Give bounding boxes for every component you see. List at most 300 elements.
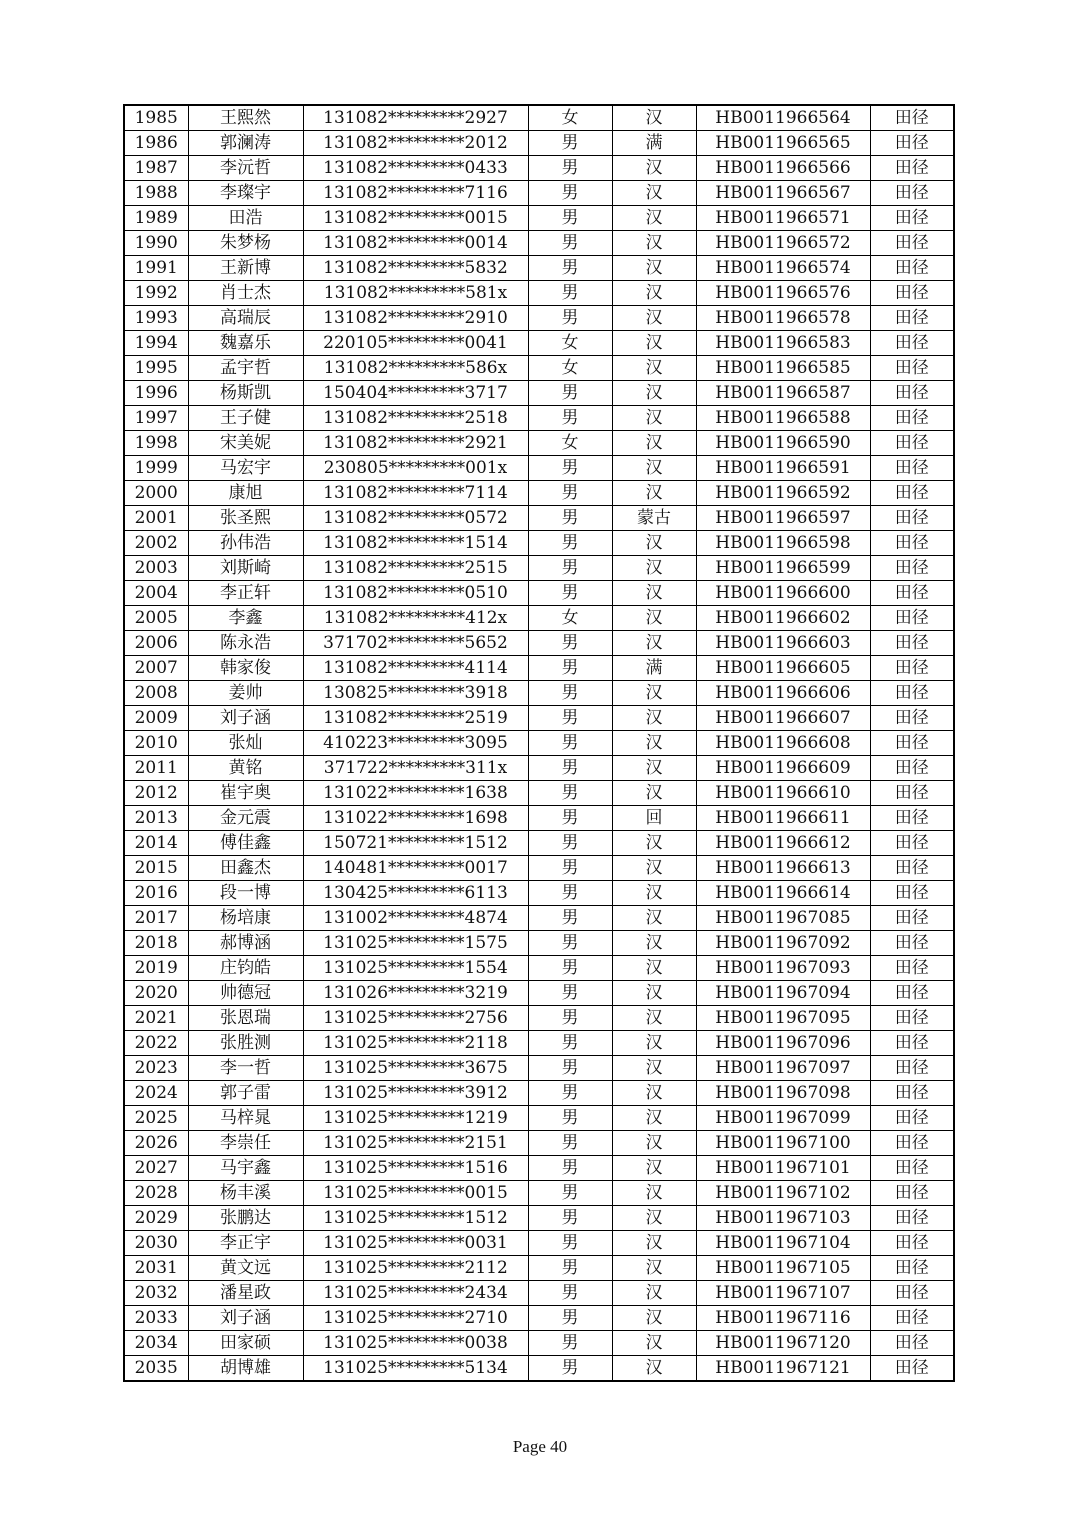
id-number-cell: 131082*********586x: [303, 356, 528, 381]
sport-cell: 田径: [870, 1006, 954, 1031]
table-row: [124, 456, 954, 481]
sport-cell: 田径: [870, 1231, 954, 1256]
ethnicity-cell: 汉: [612, 1006, 696, 1031]
table-row: [124, 1031, 954, 1056]
gender-cell: 男: [528, 631, 612, 656]
sport-cell: 田径: [870, 631, 954, 656]
seq-cell: 2016: [124, 881, 188, 906]
ethnicity-cell: 汉: [612, 956, 696, 981]
ethnicity-cell: 汉: [612, 1281, 696, 1306]
name-cell: 孙伟浩: [188, 531, 303, 556]
name-cell: 胡博雄: [188, 1356, 303, 1382]
ethnicity-cell: 汉: [612, 1081, 696, 1106]
ethnicity-cell: 汉: [612, 456, 696, 481]
gender-cell: 女: [528, 105, 612, 131]
registration-no-cell: HB0011966606: [696, 681, 870, 706]
id-number-cell: 131082*********4114: [303, 656, 528, 681]
sport-cell: 田径: [870, 931, 954, 956]
table-row: [124, 606, 954, 631]
gender-cell: 男: [528, 831, 612, 856]
sport-cell: 田径: [870, 431, 954, 456]
registration-no-cell: HB0011967096: [696, 1031, 870, 1056]
gender-cell: 男: [528, 231, 612, 256]
table-row: [124, 681, 954, 706]
name-cell: 李正轩: [188, 581, 303, 606]
ethnicity-cell: 汉: [612, 831, 696, 856]
id-number-cell: 131082*********2910: [303, 306, 528, 331]
registration-no-cell: HB0011967120: [696, 1331, 870, 1356]
table-row: [124, 531, 954, 556]
name-cell: 宋美妮: [188, 431, 303, 456]
name-cell: 高瑞辰: [188, 306, 303, 331]
gender-cell: 男: [528, 1256, 612, 1281]
gender-cell: 男: [528, 781, 612, 806]
name-cell: 张恩瑞: [188, 1006, 303, 1031]
ethnicity-cell: 汉: [612, 631, 696, 656]
seq-cell: 2005: [124, 606, 188, 631]
ethnicity-cell: 汉: [612, 606, 696, 631]
registration-no-cell: HB0011967102: [696, 1181, 870, 1206]
registration-no-cell: HB0011966592: [696, 481, 870, 506]
name-cell: 王子健: [188, 406, 303, 431]
seq-cell: 1999: [124, 456, 188, 481]
gender-cell: 男: [528, 656, 612, 681]
name-cell: 韩家俊: [188, 656, 303, 681]
gender-cell: 女: [528, 331, 612, 356]
seq-cell: 1994: [124, 331, 188, 356]
sport-cell: 田径: [870, 1106, 954, 1131]
table-row: [124, 506, 954, 531]
gender-cell: 男: [528, 1106, 612, 1131]
sport-cell: 田径: [870, 556, 954, 581]
sport-cell: 田径: [870, 881, 954, 906]
sport-cell: 田径: [870, 981, 954, 1006]
registration-no-cell: HB0011966602: [696, 606, 870, 631]
gender-cell: 男: [528, 706, 612, 731]
gender-cell: 男: [528, 981, 612, 1006]
ethnicity-cell: 汉: [612, 1106, 696, 1131]
name-cell: 黄文远: [188, 1256, 303, 1281]
id-number-cell: 131025*********3675: [303, 1056, 528, 1081]
id-number-cell: 131082*********0014: [303, 231, 528, 256]
gender-cell: 女: [528, 356, 612, 381]
table-row: [124, 981, 954, 1006]
seq-cell: 2008: [124, 681, 188, 706]
sport-cell: 田径: [870, 1281, 954, 1306]
name-cell: 王新博: [188, 256, 303, 281]
sport-cell: 田径: [870, 281, 954, 306]
table-row: [124, 1256, 954, 1281]
gender-cell: 女: [528, 431, 612, 456]
seq-cell: 2006: [124, 631, 188, 656]
id-number-cell: 131082*********1514: [303, 531, 528, 556]
name-cell: 傅佳鑫: [188, 831, 303, 856]
seq-cell: 2031: [124, 1256, 188, 1281]
gender-cell: 男: [528, 731, 612, 756]
sport-cell: 田径: [870, 581, 954, 606]
ethnicity-cell: 汉: [612, 706, 696, 731]
table-row: [124, 756, 954, 781]
sport-cell: 田径: [870, 956, 954, 981]
ethnicity-cell: 满: [612, 131, 696, 156]
id-number-cell: 131025*********1512: [303, 1206, 528, 1231]
seq-cell: 2007: [124, 656, 188, 681]
ethnicity-cell: 汉: [612, 1156, 696, 1181]
name-cell: 马宏宇: [188, 456, 303, 481]
gender-cell: 男: [528, 581, 612, 606]
id-number-cell: 131082*********5832: [303, 256, 528, 281]
gender-cell: 男: [528, 1056, 612, 1081]
sport-cell: 田径: [870, 105, 954, 131]
roster-body: [124, 105, 954, 1381]
registration-no-cell: HB0011967105: [696, 1256, 870, 1281]
id-number-cell: 131025*********2112: [303, 1256, 528, 1281]
seq-cell: 2012: [124, 781, 188, 806]
sport-cell: 田径: [870, 1331, 954, 1356]
ethnicity-cell: 汉: [612, 981, 696, 1006]
table-row: [124, 1331, 954, 1356]
name-cell: 庄钧皓: [188, 956, 303, 981]
registration-no-cell: HB0011966603: [696, 631, 870, 656]
table-row: [124, 1056, 954, 1081]
gender-cell: 男: [528, 856, 612, 881]
name-cell: 段一博: [188, 881, 303, 906]
sport-cell: 田径: [870, 1056, 954, 1081]
name-cell: 帅德冠: [188, 981, 303, 1006]
sport-cell: 田径: [870, 606, 954, 631]
id-number-cell: 131025*********1554: [303, 956, 528, 981]
seq-cell: 1985: [124, 105, 188, 131]
ethnicity-cell: 汉: [612, 756, 696, 781]
id-number-cell: 131025*********0038: [303, 1331, 528, 1356]
table-row: [124, 1131, 954, 1156]
id-number-cell: 131082*********2927: [303, 105, 528, 131]
name-cell: 杨培康: [188, 906, 303, 931]
registration-no-cell: HB0011967093: [696, 956, 870, 981]
seq-cell: 2002: [124, 531, 188, 556]
table-row: [124, 881, 954, 906]
gender-cell: 男: [528, 1031, 612, 1056]
name-cell: 田浩: [188, 206, 303, 231]
name-cell: 李正宇: [188, 1231, 303, 1256]
seq-cell: 2026: [124, 1131, 188, 1156]
name-cell: 杨斯凯: [188, 381, 303, 406]
ethnicity-cell: 汉: [612, 881, 696, 906]
name-cell: 马梓晁: [188, 1106, 303, 1131]
gender-cell: 男: [528, 1081, 612, 1106]
seq-cell: 1989: [124, 206, 188, 231]
table-row: [124, 1156, 954, 1181]
name-cell: 杨丰溪: [188, 1181, 303, 1206]
registration-no-cell: HB0011967099: [696, 1106, 870, 1131]
registration-no-cell: HB0011967085: [696, 906, 870, 931]
registration-no-cell: HB0011966599: [696, 556, 870, 581]
registration-no-cell: HB0011966609: [696, 756, 870, 781]
ethnicity-cell: 汉: [612, 331, 696, 356]
registration-no-cell: HB0011966574: [696, 256, 870, 281]
id-number-cell: 131025*********2151: [303, 1131, 528, 1156]
id-number-cell: 131082*********0510: [303, 581, 528, 606]
sport-cell: 田径: [870, 1081, 954, 1106]
id-number-cell: 131082*********581x: [303, 281, 528, 306]
table-row: [124, 1281, 954, 1306]
ethnicity-cell: 汉: [612, 781, 696, 806]
seq-cell: 1991: [124, 256, 188, 281]
table-row: [124, 181, 954, 206]
registration-no-cell: HB0011967095: [696, 1006, 870, 1031]
name-cell: 刘斯崎: [188, 556, 303, 581]
name-cell: 肖士杰: [188, 281, 303, 306]
registration-no-cell: HB0011966588: [696, 406, 870, 431]
name-cell: 郝博涵: [188, 931, 303, 956]
name-cell: 陈永浩: [188, 631, 303, 656]
ethnicity-cell: 回: [612, 806, 696, 831]
gender-cell: 男: [528, 131, 612, 156]
id-number-cell: 131082*********2921: [303, 431, 528, 456]
id-number-cell: 230805*********001x: [303, 456, 528, 481]
seq-cell: 1995: [124, 356, 188, 381]
table-row: [124, 431, 954, 456]
id-number-cell: 130825*********3918: [303, 681, 528, 706]
seq-cell: 2004: [124, 581, 188, 606]
seq-cell: 2009: [124, 706, 188, 731]
table-row: [124, 256, 954, 281]
id-number-cell: 131025*********2756: [303, 1006, 528, 1031]
ethnicity-cell: 汉: [612, 406, 696, 431]
gender-cell: 男: [528, 881, 612, 906]
id-number-cell: 131082*********7114: [303, 481, 528, 506]
registration-no-cell: HB0011966610: [696, 781, 870, 806]
sport-cell: 田径: [870, 1256, 954, 1281]
ethnicity-cell: 汉: [612, 206, 696, 231]
table-row: [124, 906, 954, 931]
seq-cell: 2028: [124, 1181, 188, 1206]
sport-cell: 田径: [870, 1156, 954, 1181]
page-number: Page 40: [512, 1437, 568, 1456]
table-row: [124, 931, 954, 956]
sport-cell: 田径: [870, 256, 954, 281]
registration-no-cell: HB0011966607: [696, 706, 870, 731]
registration-no-cell: HB0011966565: [696, 131, 870, 156]
registration-no-cell: HB0011966612: [696, 831, 870, 856]
registration-no-cell: HB0011966614: [696, 881, 870, 906]
id-number-cell: 131082*********0015: [303, 206, 528, 231]
sport-cell: 田径: [870, 706, 954, 731]
gender-cell: 男: [528, 1231, 612, 1256]
table-row: [124, 1306, 954, 1331]
name-cell: 魏嘉乐: [188, 331, 303, 356]
sport-cell: 田径: [870, 506, 954, 531]
athlete-roster-table: [123, 104, 955, 1382]
id-number-cell: 131026*********3219: [303, 981, 528, 1006]
sport-cell: 田径: [870, 906, 954, 931]
sport-cell: 田径: [870, 181, 954, 206]
gender-cell: 女: [528, 606, 612, 631]
table-row: [124, 956, 954, 981]
gender-cell: 男: [528, 931, 612, 956]
seq-cell: 2019: [124, 956, 188, 981]
registration-no-cell: HB0011967116: [696, 1306, 870, 1331]
gender-cell: 男: [528, 956, 612, 981]
name-cell: 金元震: [188, 806, 303, 831]
seq-cell: 2021: [124, 1006, 188, 1031]
seq-cell: 2027: [124, 1156, 188, 1181]
registration-no-cell: HB0011966598: [696, 531, 870, 556]
table-row: [124, 1356, 954, 1382]
ethnicity-cell: 汉: [612, 231, 696, 256]
ethnicity-cell: 汉: [612, 556, 696, 581]
ethnicity-cell: 汉: [612, 731, 696, 756]
seq-cell: 1986: [124, 131, 188, 156]
id-number-cell: 131002*********4874: [303, 906, 528, 931]
seq-cell: 1990: [124, 231, 188, 256]
seq-cell: 2013: [124, 806, 188, 831]
sport-cell: 田径: [870, 1031, 954, 1056]
name-cell: 潘星政: [188, 1281, 303, 1306]
gender-cell: 男: [528, 281, 612, 306]
seq-cell: 2029: [124, 1206, 188, 1231]
sport-cell: 田径: [870, 131, 954, 156]
seq-cell: 1987: [124, 156, 188, 181]
name-cell: 郭澜涛: [188, 131, 303, 156]
table-row: [124, 781, 954, 806]
gender-cell: 男: [528, 181, 612, 206]
name-cell: 李沅哲: [188, 156, 303, 181]
id-number-cell: 131025*********2710: [303, 1306, 528, 1331]
sport-cell: 田径: [870, 1131, 954, 1156]
id-number-cell: 131025*********1516: [303, 1156, 528, 1181]
gender-cell: 男: [528, 531, 612, 556]
registration-no-cell: HB0011966583: [696, 331, 870, 356]
name-cell: 张鹏达: [188, 1206, 303, 1231]
ethnicity-cell: 汉: [612, 306, 696, 331]
table-row: [124, 331, 954, 356]
seq-cell: 2015: [124, 856, 188, 881]
gender-cell: 男: [528, 156, 612, 181]
registration-no-cell: HB0011966587: [696, 381, 870, 406]
seq-cell: 1992: [124, 281, 188, 306]
name-cell: 田家硕: [188, 1331, 303, 1356]
sport-cell: 田径: [870, 1356, 954, 1382]
gender-cell: 男: [528, 406, 612, 431]
ethnicity-cell: 汉: [612, 1256, 696, 1281]
ethnicity-cell: 汉: [612, 156, 696, 181]
name-cell: 张圣熙: [188, 506, 303, 531]
sport-cell: 田径: [870, 531, 954, 556]
table-row: [124, 1006, 954, 1031]
table-row: [124, 1106, 954, 1131]
sport-cell: 田径: [870, 1206, 954, 1231]
gender-cell: 男: [528, 206, 612, 231]
table-row: [124, 231, 954, 256]
seq-cell: 1997: [124, 406, 188, 431]
seq-cell: 2033: [124, 1306, 188, 1331]
id-number-cell: 131025*********2434: [303, 1281, 528, 1306]
registration-no-cell: HB0011966590: [696, 431, 870, 456]
gender-cell: 男: [528, 1131, 612, 1156]
seq-cell: 2003: [124, 556, 188, 581]
registration-no-cell: HB0011967098: [696, 1081, 870, 1106]
table-row: [124, 406, 954, 431]
gender-cell: 男: [528, 456, 612, 481]
name-cell: 李鑫: [188, 606, 303, 631]
registration-no-cell: HB0011966571: [696, 206, 870, 231]
ethnicity-cell: 汉: [612, 1331, 696, 1356]
gender-cell: 男: [528, 381, 612, 406]
sport-cell: 田径: [870, 456, 954, 481]
sport-cell: 田径: [870, 656, 954, 681]
seq-cell: 2011: [124, 756, 188, 781]
name-cell: 朱梦杨: [188, 231, 303, 256]
gender-cell: 男: [528, 756, 612, 781]
table-row: [124, 281, 954, 306]
gender-cell: 男: [528, 1156, 612, 1181]
registration-no-cell: HB0011966613: [696, 856, 870, 881]
ethnicity-cell: 汉: [612, 1206, 696, 1231]
gender-cell: 男: [528, 806, 612, 831]
gender-cell: 男: [528, 1331, 612, 1356]
gender-cell: 男: [528, 506, 612, 531]
sport-cell: 田径: [870, 331, 954, 356]
registration-no-cell: HB0011966597: [696, 506, 870, 531]
ethnicity-cell: 汉: [612, 581, 696, 606]
gender-cell: 男: [528, 481, 612, 506]
id-number-cell: 131082*********2518: [303, 406, 528, 431]
gender-cell: 男: [528, 556, 612, 581]
registration-no-cell: HB0011967107: [696, 1281, 870, 1306]
gender-cell: 男: [528, 306, 612, 331]
id-number-cell: 150721*********1512: [303, 831, 528, 856]
gender-cell: 男: [528, 1006, 612, 1031]
id-number-cell: 131025*********1575: [303, 931, 528, 956]
registration-no-cell: HB0011966605: [696, 656, 870, 681]
seq-cell: 2030: [124, 1231, 188, 1256]
sport-cell: 田径: [870, 481, 954, 506]
sport-cell: 田径: [870, 756, 954, 781]
registration-no-cell: HB0011967097: [696, 1056, 870, 1081]
id-number-cell: 131025*********3912: [303, 1081, 528, 1106]
sport-cell: 田径: [870, 381, 954, 406]
ethnicity-cell: 汉: [612, 906, 696, 931]
name-cell: 康旭: [188, 481, 303, 506]
seq-cell: 1988: [124, 181, 188, 206]
sport-cell: 田径: [870, 856, 954, 881]
ethnicity-cell: 汉: [612, 856, 696, 881]
id-number-cell: 150404*********3717: [303, 381, 528, 406]
table-row: [124, 556, 954, 581]
id-number-cell: 410223*********3095: [303, 731, 528, 756]
table-row: [124, 306, 954, 331]
registration-no-cell: HB0011966600: [696, 581, 870, 606]
gender-cell: 男: [528, 681, 612, 706]
table-row: [124, 206, 954, 231]
name-cell: 刘子涵: [188, 706, 303, 731]
table-row: [124, 631, 954, 656]
name-cell: 马宇鑫: [188, 1156, 303, 1181]
seq-cell: 2020: [124, 981, 188, 1006]
registration-no-cell: HB0011966572: [696, 231, 870, 256]
registration-no-cell: HB0011967121: [696, 1356, 870, 1382]
registration-no-cell: HB0011966608: [696, 731, 870, 756]
table-row: [124, 856, 954, 881]
id-number-cell: 131025*********1219: [303, 1106, 528, 1131]
table-row: [124, 481, 954, 506]
registration-no-cell: HB0011967103: [696, 1206, 870, 1231]
registration-no-cell: HB0011966576: [696, 281, 870, 306]
registration-no-cell: HB0011966566: [696, 156, 870, 181]
seq-cell: 2010: [124, 731, 188, 756]
registration-no-cell: HB0011967092: [696, 931, 870, 956]
